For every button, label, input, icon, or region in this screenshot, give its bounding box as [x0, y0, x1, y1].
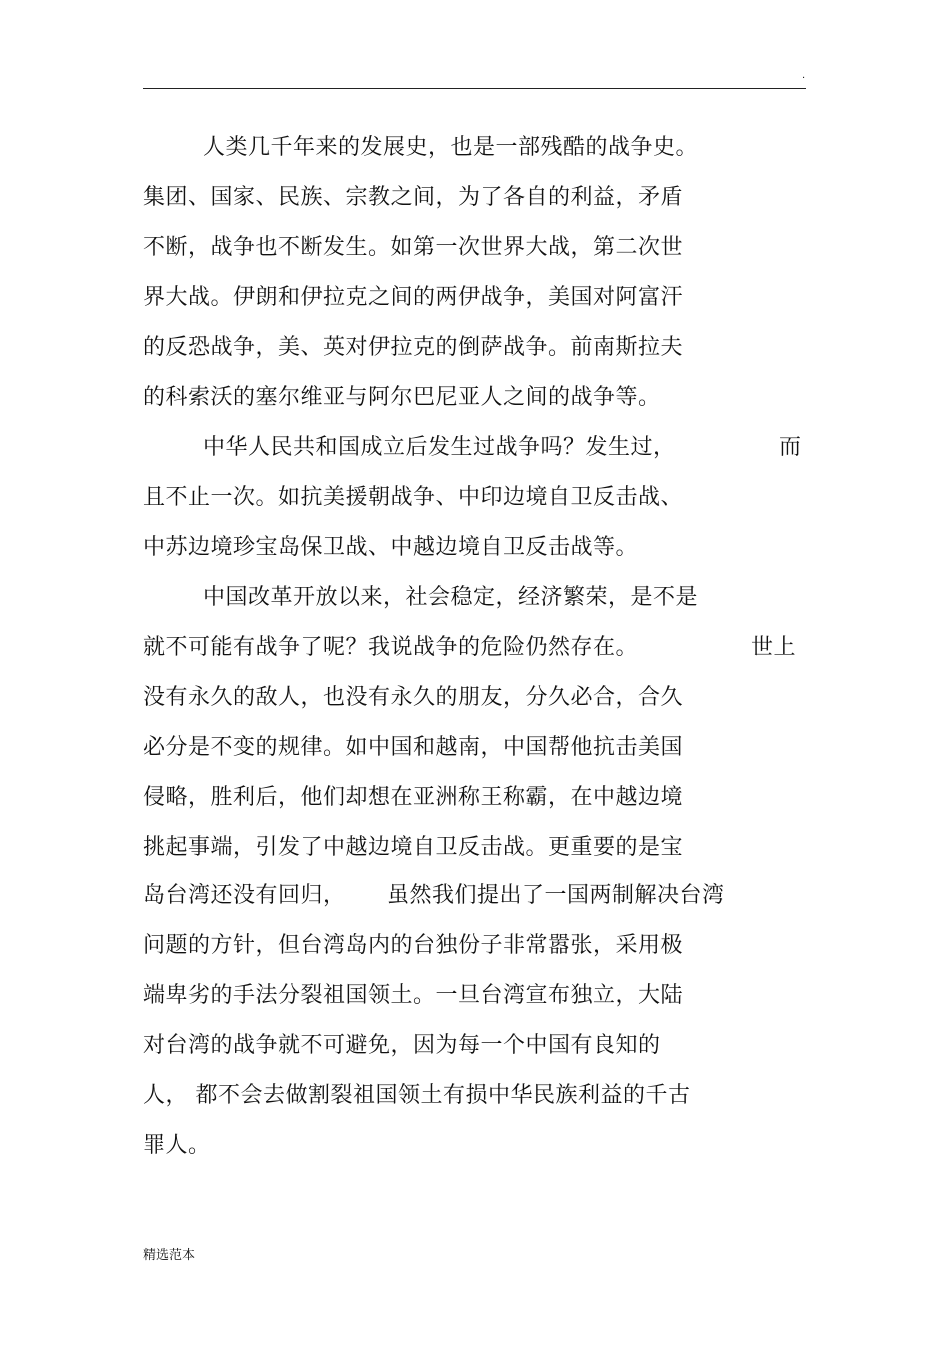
paragraph-1-line-5: 的反恐战争，美、英对伊拉克的倒萨战争。前南斯拉夫: [143, 335, 684, 360]
paragraph-1-line-1: 人类几千年来的发展史，也是一部残酷的战争史。: [203, 135, 699, 160]
paragraph-3-line-7-tail: 虽然我们提出了一国两制解决台湾: [387, 883, 725, 908]
paragraph-3-line-12: 罪人。: [143, 1133, 211, 1158]
paragraph-3-line-11: 人， 都不会去做割裂祖国领土有损中华民族利益的千古: [143, 1083, 691, 1108]
header-dot: .: [802, 70, 806, 81]
paragraph-3-line-4: 必分是不变的规律。如中国和越南，中国帮他抗击美国: [143, 735, 684, 760]
paragraph-3-line-2-tail: 世上: [751, 635, 797, 660]
paragraph-3-line-8: 问题的方针，但台湾岛内的台独份子非常嚣张，采用极: [143, 933, 684, 958]
footer-label: 精选范本: [143, 1248, 196, 1263]
paragraph-3-line-10: 对台湾的战争就不可避免，因为每一个中国有良知的: [143, 1033, 661, 1058]
paragraph-3-line-6: 挑起事端，引发了中越边境自卫反击战。更重要的是宝: [143, 835, 684, 860]
paragraph-3-line-1: 中国改革开放以来，社会稳定，经济繁荣，是不是: [203, 585, 699, 610]
paragraph-1-line-4: 界大战。伊朗和伊拉克之间的两伊战争，美国对阿富汗: [143, 285, 684, 310]
paragraph-3-line-2: 就不可能有战争了呢？我说战争的危险仍然存在。: [143, 635, 639, 660]
paragraph-3-line-7: 岛台湾还没有回归，: [143, 883, 346, 908]
paragraph-3-line-9: 端卑劣的手法分裂祖国领土。一旦台湾宣布独立，大陆: [143, 983, 684, 1008]
paragraph-2-line-1-tail: 而: [779, 435, 802, 460]
paragraph-3-line-5: 侵略，胜利后，他们却想在亚洲称王称霸，在中越边境: [143, 785, 684, 810]
paragraph-2-line-2: 且不止一次。如抗美援朝战争、中印边境自卫反击战、: [143, 485, 684, 510]
paragraph-2-line-3: 中苏边境珍宝岛保卫战、中越边境自卫反击战等。: [143, 535, 639, 560]
paragraph-1-line-6: 的科索沃的塞尔维亚与阿尔巴尼亚人之间的战争等。: [143, 385, 661, 410]
paragraph-1-line-3: 不断，战争也不断发生。如第一次世界大战，第二次世: [143, 235, 684, 260]
paragraph-1-line-2: 集团、国家、民族、宗教之间，为了各自的利益，矛盾: [143, 185, 684, 210]
paragraph-3-line-3: 没有永久的敌人，也没有永久的朋友，分久必合，合久: [143, 685, 684, 710]
paragraph-2-line-1: 中华人民共和国成立后发生过战争吗？发生过，: [203, 435, 676, 460]
